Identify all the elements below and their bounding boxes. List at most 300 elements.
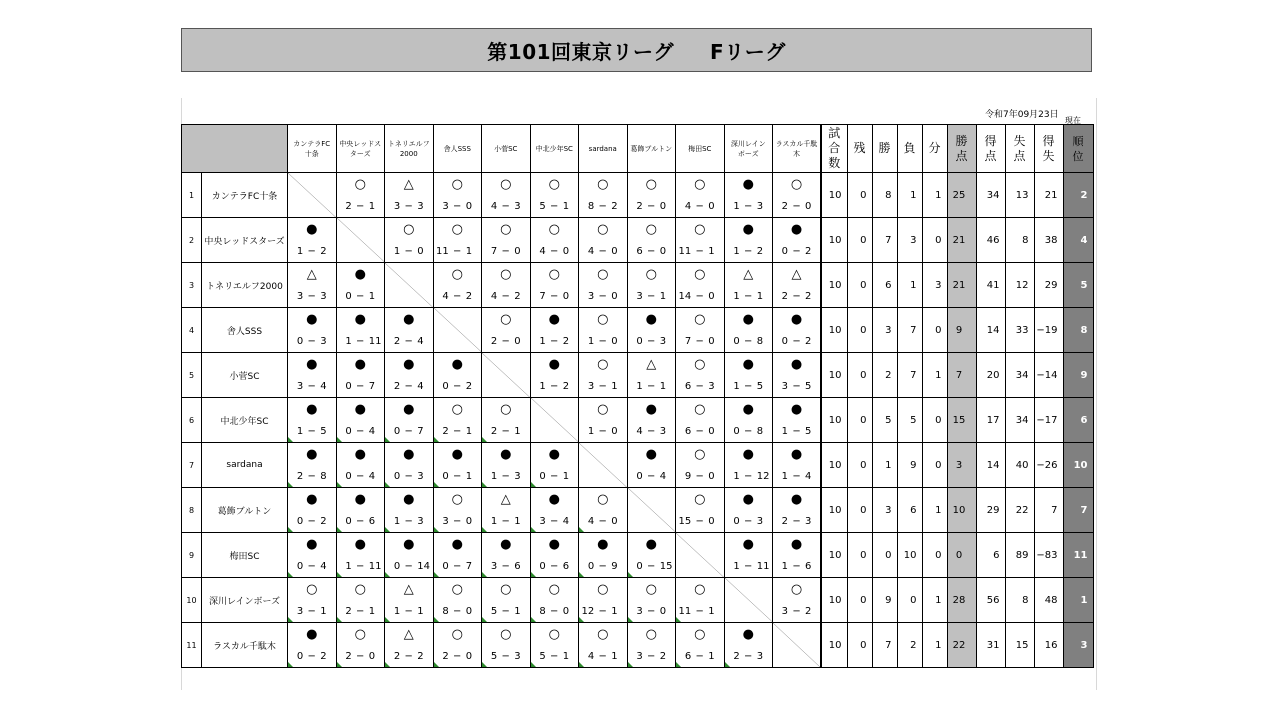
goals-for: 1 — [733, 201, 740, 212]
points-cell: 3 — [947, 443, 976, 488]
goals-for: 15 — [678, 516, 692, 527]
goals-for: 6 — [684, 651, 692, 662]
score-dash: − — [404, 606, 413, 617]
result-cell — [627, 533, 676, 578]
result-cell — [288, 488, 337, 533]
result-symbol: ○ — [548, 177, 560, 192]
result-cell — [627, 308, 676, 353]
score — [482, 561, 530, 573]
self-match-cell — [530, 398, 579, 443]
result-cell — [288, 218, 337, 263]
score — [725, 471, 773, 483]
points-cell: 21 — [947, 218, 976, 263]
result-symbol: ● — [403, 537, 415, 552]
score-dash: − — [404, 651, 413, 662]
score-dash: − — [695, 381, 704, 392]
result-cell — [288, 533, 337, 578]
result-symbol: △ — [743, 267, 754, 282]
stat-cell: 5 — [872, 398, 897, 443]
result-cell — [530, 533, 579, 578]
comment-marker — [337, 437, 342, 442]
score-dash: − — [404, 336, 413, 347]
goals-against: 3 — [417, 471, 424, 482]
score-dash: − — [744, 336, 753, 347]
comment-marker — [288, 527, 293, 532]
goals-for: 2 — [345, 201, 352, 212]
comment-marker — [676, 662, 681, 667]
comment-marker — [337, 662, 342, 667]
result-symbol: ○ — [694, 402, 706, 417]
goals-against: 7 — [465, 561, 473, 572]
score — [337, 291, 385, 303]
score — [288, 336, 336, 348]
stat-cell: 10 — [821, 263, 847, 308]
rank-cell: 5 — [1063, 263, 1093, 308]
score — [579, 561, 627, 573]
score — [531, 516, 579, 528]
score — [337, 381, 385, 393]
goals-against: 3 — [659, 426, 667, 437]
result-symbol: △ — [306, 267, 317, 282]
stat-cell: 0 — [897, 578, 922, 623]
goals-for: 6 — [684, 426, 692, 437]
result-cell — [724, 263, 773, 308]
result-cell — [627, 353, 676, 398]
goals-against: 3 — [756, 201, 764, 212]
title-main: 第101回東京リーグ — [487, 39, 675, 64]
score-dash: − — [792, 561, 801, 572]
result-cell — [530, 308, 579, 353]
score — [628, 291, 676, 303]
score — [531, 606, 579, 618]
score — [628, 471, 676, 483]
score — [288, 471, 336, 483]
score — [434, 606, 482, 618]
result-symbol: △ — [500, 492, 511, 507]
goals-against: 5 — [320, 426, 327, 437]
goals-for: 1 — [781, 426, 789, 437]
goals-against: 0 — [708, 471, 715, 482]
comment-marker — [482, 617, 487, 622]
goals-against: 0 — [611, 426, 618, 437]
self-match-cell — [433, 308, 482, 353]
score — [482, 471, 530, 483]
result-cell — [773, 488, 822, 533]
goals-against: 1 — [465, 246, 473, 257]
goals-for: 1 — [587, 426, 595, 437]
stat-cell: 10 — [821, 488, 847, 533]
as-of-label: 現在 — [1065, 116, 1081, 125]
result-symbol: ● — [403, 357, 415, 372]
goals-for: 8 — [442, 606, 449, 617]
score-dash: − — [356, 336, 365, 347]
stat-header-char: 得 — [1042, 133, 1055, 148]
comment-marker — [385, 482, 390, 487]
comment-marker — [628, 662, 633, 667]
goals-against: 0 — [514, 246, 521, 257]
score — [773, 291, 820, 303]
comment-marker — [434, 527, 439, 532]
score-dash: − — [647, 561, 656, 572]
result-cell — [482, 623, 531, 668]
goals-for: 0 — [442, 471, 449, 482]
self-match-cell — [724, 578, 773, 623]
goals-for: 2 — [393, 651, 401, 662]
team-name: 舎人SSS — [202, 308, 288, 353]
row-number: 11 — [182, 623, 202, 668]
goals-for: 1 — [490, 516, 498, 527]
result-symbol: ○ — [790, 177, 803, 192]
stat-header — [976, 125, 1005, 173]
goals-for: 0 — [345, 291, 352, 302]
goals-against: 0 — [708, 426, 715, 437]
result-symbol: ○ — [548, 627, 560, 642]
stat-cell: 0 — [847, 173, 872, 218]
goals-against: 0 — [659, 246, 667, 257]
stat-cell: 5 — [897, 398, 922, 443]
result-cell — [579, 623, 628, 668]
stat-cell: 0 — [847, 623, 872, 668]
goals-for: 12 — [581, 606, 595, 617]
result-symbol: ○ — [790, 582, 803, 597]
goals-for: 2 — [393, 336, 401, 347]
goals-against: 2 — [417, 651, 424, 662]
goals-against: 2 — [562, 381, 570, 392]
score — [725, 561, 773, 573]
result-cell — [773, 398, 822, 443]
goals-for: 1 — [539, 336, 546, 347]
row-number: 10 — [182, 578, 202, 623]
stat-header-char: 数 — [828, 156, 841, 170]
goals-against: 1 — [562, 471, 570, 482]
score — [579, 201, 627, 213]
goals-against: 1 — [465, 426, 473, 437]
score — [482, 336, 530, 348]
result-symbol: ● — [742, 357, 754, 372]
stat-cell: 1 — [897, 263, 922, 308]
goals-for: 0 — [345, 426, 352, 437]
score — [676, 426, 724, 438]
team-name: トネリエルフ2000 — [202, 263, 288, 308]
goals-against: 2 — [465, 291, 473, 302]
score-dash: − — [792, 471, 801, 482]
goals-for: 4 — [490, 201, 498, 212]
score-dash: − — [647, 606, 656, 617]
goals-for: 2 — [781, 291, 789, 302]
goals-for: 0 — [636, 336, 643, 347]
result-cell — [433, 353, 482, 398]
score — [531, 471, 579, 483]
result-cell — [724, 443, 773, 488]
result-cell — [385, 173, 434, 218]
goals-for: 7 — [684, 336, 692, 347]
score — [579, 606, 627, 618]
comment-marker — [385, 662, 390, 667]
goals-against: 2 — [804, 246, 812, 257]
score — [676, 336, 724, 348]
result-symbol: ● — [790, 222, 803, 237]
rank-cell: 11 — [1063, 533, 1093, 578]
score-dash: − — [356, 201, 365, 212]
goals-against: 2 — [320, 246, 327, 257]
comment-marker — [385, 527, 390, 532]
goals-against: 2 — [320, 516, 327, 527]
goals-for: 4 — [490, 291, 498, 302]
result-symbol: ○ — [451, 627, 463, 642]
self-match-cell — [579, 443, 628, 488]
result-cell — [482, 308, 531, 353]
goals-for: 1 — [296, 246, 304, 257]
stat-cell: 7 — [872, 218, 897, 263]
result-cell — [676, 218, 725, 263]
goals-for: 4 — [539, 246, 546, 257]
result-cell — [579, 398, 628, 443]
team-header — [336, 125, 385, 173]
team-header-line: 舎人SSS — [443, 144, 471, 153]
result-cell — [433, 263, 482, 308]
rank-cell: 9 — [1063, 353, 1093, 398]
row-number: 2 — [182, 218, 202, 263]
goals-against: 0 — [708, 201, 715, 212]
score — [725, 336, 773, 348]
goals-for: 0 — [539, 471, 546, 482]
row-number: 8 — [182, 488, 202, 533]
result-cell — [385, 353, 434, 398]
comment-marker — [628, 572, 633, 577]
score — [434, 201, 482, 213]
score-dash: − — [404, 561, 413, 572]
goals-against: 8 — [320, 471, 327, 482]
goals-against: 2 — [320, 651, 327, 662]
result-symbol: ○ — [645, 222, 657, 237]
result-symbol: ○ — [694, 177, 706, 192]
team-header — [676, 125, 725, 173]
score — [628, 606, 676, 618]
stat-cell: 1 — [922, 578, 947, 623]
score — [385, 246, 433, 258]
score-dash: − — [744, 246, 753, 257]
self-match-cell — [336, 218, 385, 263]
score-dash: − — [744, 471, 753, 482]
score-dash: − — [453, 606, 462, 617]
result-symbol: ● — [403, 447, 415, 462]
score — [385, 336, 433, 348]
result-symbol: ● — [403, 492, 415, 507]
result-cell — [676, 623, 725, 668]
stat-cell: 0 — [922, 218, 947, 263]
score-dash: − — [598, 201, 607, 212]
stat-cell: 34 — [976, 173, 1005, 218]
goals-for: 8 — [587, 201, 595, 212]
goals-for: 1 — [733, 471, 740, 482]
goals-for: 2 — [636, 201, 643, 212]
score-dash: − — [695, 246, 704, 257]
stat-cell: 13 — [1005, 173, 1034, 218]
score — [773, 606, 820, 618]
result-symbol: ○ — [451, 402, 463, 417]
goals-against: 2 — [804, 336, 812, 347]
score-dash: − — [792, 516, 801, 527]
result-symbol: ● — [790, 492, 803, 507]
score — [628, 246, 676, 258]
goals-against: 0 — [611, 336, 618, 347]
result-symbol: ● — [354, 447, 366, 462]
rank-cell: 1 — [1063, 578, 1093, 623]
score-dash: − — [598, 336, 607, 347]
result-symbol: ● — [645, 312, 657, 327]
score — [579, 651, 627, 663]
result-symbol: ○ — [694, 222, 706, 237]
stat-cell: 10 — [821, 218, 847, 263]
goals-against: 2 — [562, 336, 570, 347]
goals-against: 0 — [804, 201, 812, 212]
score — [531, 381, 579, 393]
score-dash: − — [647, 291, 656, 302]
result-symbol: ● — [645, 537, 657, 552]
stat-cell: 1 — [897, 173, 922, 218]
score — [676, 606, 724, 618]
goals-against: 4 — [417, 381, 424, 392]
stat-cell: 31 — [976, 623, 1005, 668]
stat-header-char: 勝 — [955, 133, 968, 148]
score — [288, 516, 336, 528]
result-symbol: ● — [306, 312, 318, 327]
goals-against: 12 — [756, 471, 770, 482]
goals-against: 0 — [659, 201, 667, 212]
result-cell — [530, 353, 579, 398]
team-header — [433, 125, 482, 173]
result-symbol: ● — [548, 537, 560, 552]
score — [628, 561, 676, 573]
goals-against: 0 — [514, 336, 521, 347]
points-cell: 9 — [947, 308, 976, 353]
score-dash: − — [598, 651, 607, 662]
result-symbol: ○ — [354, 582, 366, 597]
row-number: 5 — [182, 353, 202, 398]
result-symbol: ● — [451, 357, 463, 372]
comment-marker — [531, 662, 536, 667]
page-title — [181, 28, 1092, 72]
stat-cell: 10 — [821, 533, 847, 578]
goals-against: 3 — [320, 336, 327, 347]
stat-cell: 21 — [1034, 173, 1063, 218]
goals-for: 3 — [442, 516, 449, 527]
stat-header-char: 点 — [1013, 148, 1026, 163]
score-dash: − — [598, 516, 607, 527]
score — [579, 426, 627, 438]
score-dash: − — [792, 426, 801, 437]
result-symbol: ● — [597, 537, 609, 552]
goals-for: 11 — [678, 246, 692, 257]
result-symbol: ● — [354, 402, 366, 417]
team-name: 中央レッドスターズ — [202, 218, 288, 263]
goals-for: 2 — [781, 201, 789, 212]
result-cell — [530, 443, 579, 488]
points-cell: 0 — [947, 533, 976, 578]
stat-cell: 0 — [872, 533, 897, 578]
result-cell — [627, 623, 676, 668]
stat-cell: −26 — [1034, 443, 1063, 488]
comment-marker — [579, 617, 584, 622]
team-header-line: トネリエルフ — [387, 139, 430, 148]
score — [288, 651, 336, 663]
comment-marker — [434, 482, 439, 487]
score-dash: − — [307, 651, 316, 662]
score-dash: − — [404, 381, 413, 392]
stat-cell: 20 — [976, 353, 1005, 398]
stat-cell: 12 — [1005, 263, 1034, 308]
stat-cell: 7 — [872, 623, 897, 668]
comment-marker — [288, 617, 293, 622]
goals-for: 6 — [684, 381, 692, 392]
score-dash: − — [598, 561, 607, 572]
goals-for: 5 — [490, 651, 498, 662]
score — [531, 651, 579, 663]
team-header-line: 2000 — [399, 149, 418, 158]
score — [773, 381, 820, 393]
stat-cell: 15 — [1005, 623, 1034, 668]
goals-for: 9 — [684, 471, 692, 482]
score-dash: − — [356, 291, 365, 302]
table-row — [182, 398, 1094, 443]
corner-cell — [182, 125, 288, 173]
goals-against: 2 — [465, 381, 473, 392]
stat-cell: 0 — [847, 488, 872, 533]
goals-for: 4 — [636, 426, 643, 437]
standings-table — [181, 124, 1094, 668]
goals-for: 0 — [296, 561, 304, 572]
row-number: 6 — [182, 398, 202, 443]
goals-for: 3 — [442, 201, 449, 212]
team-name: 深川レインボーズ — [202, 578, 288, 623]
score-dash: − — [647, 201, 656, 212]
goals-against: 14 — [417, 561, 431, 572]
goals-for: 4 — [587, 651, 595, 662]
result-symbol: ● — [742, 177, 754, 192]
result-cell — [288, 263, 337, 308]
title-league: Fリーグ — [710, 39, 786, 64]
result-cell — [530, 173, 579, 218]
stat-header — [872, 125, 897, 173]
comment-marker — [288, 482, 293, 487]
result-symbol: ● — [451, 537, 463, 552]
self-match-cell — [482, 353, 531, 398]
stat-cell: 10 — [821, 173, 847, 218]
score — [773, 426, 820, 438]
result-symbol: ● — [742, 627, 754, 642]
stat-header-char: 得 — [984, 133, 997, 148]
goals-against: 0 — [708, 291, 715, 302]
stat-cell: 6 — [897, 488, 922, 533]
goals-against: 8 — [756, 426, 764, 437]
result-cell — [579, 263, 628, 308]
score-dash: − — [453, 246, 462, 257]
goals-against: 6 — [562, 561, 570, 572]
score-dash: − — [550, 606, 559, 617]
score-dash: − — [356, 561, 365, 572]
goals-against: 0 — [465, 651, 473, 662]
score-dash: − — [550, 201, 559, 212]
goals-against: 11 — [368, 561, 382, 572]
stat-header-char: 試 — [828, 126, 841, 140]
stat-cell: −17 — [1034, 398, 1063, 443]
stat-cell: 2 — [897, 623, 922, 668]
score-dash: − — [404, 516, 413, 527]
result-cell — [627, 443, 676, 488]
result-cell — [433, 398, 482, 443]
result-symbol: ○ — [597, 357, 609, 372]
stat-cell: 10 — [821, 443, 847, 488]
